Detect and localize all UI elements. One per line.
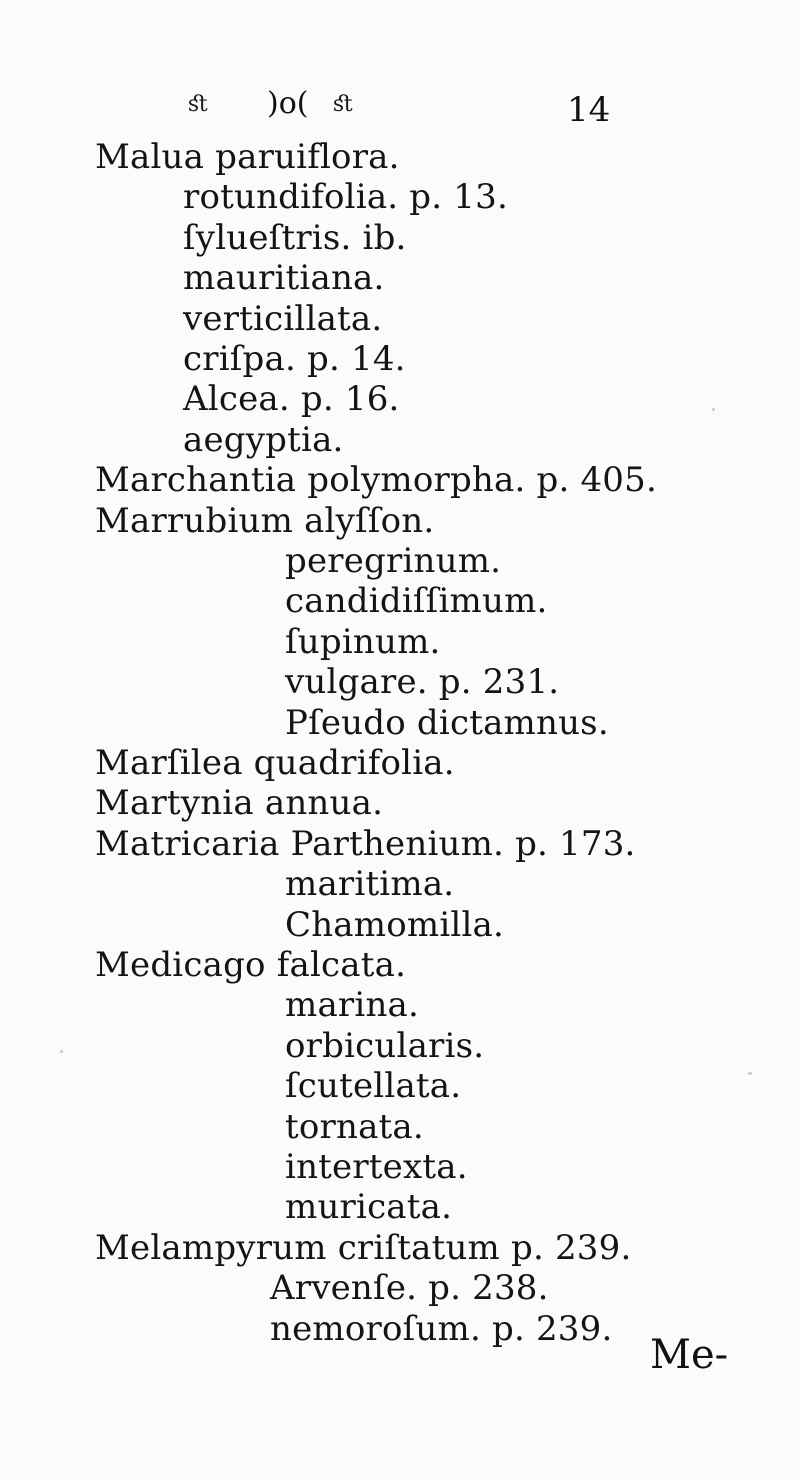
index-entry: ſupinum. <box>285 621 441 662</box>
index-entry: peregrinum. <box>285 541 502 581</box>
index-entry: Alcea. p. 16. <box>183 379 400 420</box>
index-entry: Malua paruiflora. <box>95 137 400 177</box>
index-entry: aegyptia. <box>183 419 344 460</box>
index-entry: Melampyrum criſtatum p. 239. <box>95 1227 632 1268</box>
index-entry: maritima. <box>285 864 455 905</box>
index-entry: mauritiana. <box>183 258 385 299</box>
index-entry: verticillata. <box>183 298 383 339</box>
index-entry: ſcutellata. <box>285 1066 462 1107</box>
paper-speck <box>60 1050 63 1053</box>
left-ornament: ﬆ <box>188 92 210 117</box>
paper-speck <box>712 408 715 411</box>
index-entry: candidiſſimum. <box>285 581 548 622</box>
index-entry: Arvenſe. p. 238. <box>270 1268 549 1309</box>
paper-speck <box>748 1072 752 1075</box>
index-entry: tornata. <box>285 1106 424 1147</box>
index-entry: Marrubium alyſſon. <box>95 500 435 541</box>
index-entry: criſpa. p. 14. <box>183 339 406 379</box>
index-entry: Pſeudo dictamnus. <box>285 702 609 743</box>
index-entry: Chamomilla. <box>285 904 505 945</box>
index-entry: Medicago falcata. <box>95 945 407 985</box>
index-entry: nemoroſum. p. 239. <box>270 1308 613 1349</box>
catchword: Me- <box>650 1332 729 1378</box>
index-entry: Martynia annua. <box>95 783 384 824</box>
index-entry: vulgare. p. 231. <box>285 662 560 703</box>
index-entry: ſylueſtris. ib. <box>183 217 407 258</box>
index-entry: orbicularis. <box>285 1025 485 1066</box>
index-entry: Marſilea quadrifolia. <box>95 743 455 783</box>
index-entry: muricata. <box>285 1187 453 1228</box>
header-mark: )o( <box>267 86 309 121</box>
index-entry: intertexta. <box>285 1147 468 1187</box>
index-entry: Marchantia polymorpha. p. 405. <box>95 460 657 501</box>
right-ornament: ﬆ <box>333 92 355 117</box>
index-entry: Matricaria Parthenium. p. 173. <box>95 823 636 864</box>
index-entry: marina. <box>285 985 420 1026</box>
page-number: 14 <box>567 90 611 130</box>
index-entry: rotundifolia. p. 13. <box>183 177 508 218</box>
